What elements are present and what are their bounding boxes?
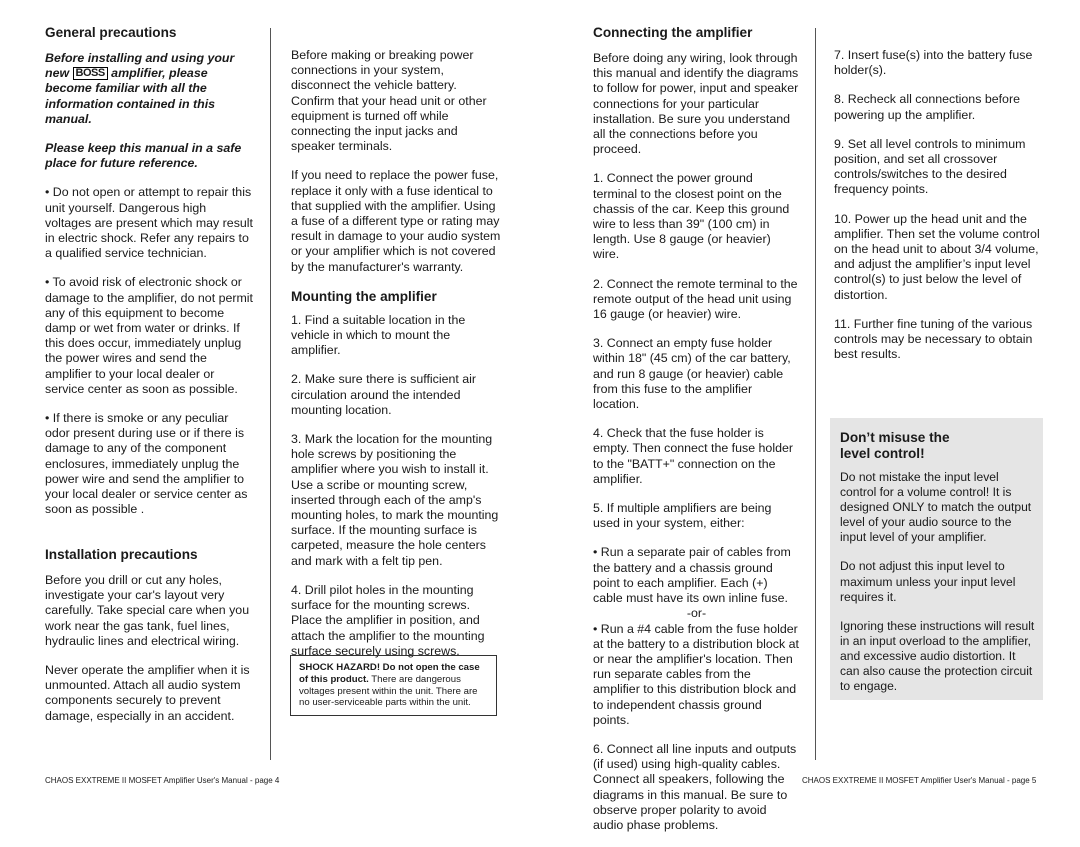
mounting-heading: Mounting the amplifier — [291, 288, 437, 304]
power-connections-paragraph: Before making or breaking power connections in your system, disconnect the vehicle battery. Confirm that your head unit or other equipment is turned off while connecting the input jacks and speaker terminals. — [291, 48, 487, 154]
connecting-step-1: 1. Connect the power ground terminal to the closest point on the chassis of the car. Keep this ground wire to less than 39" (100 cm) in length. Use 8 gauge (or heavier) wire. — [593, 171, 790, 262]
mounting-step-2: 2. Make sure there is sufficient air circulation around the intended mounting location. — [291, 372, 477, 417]
misuse-heading — [840, 430, 1035, 462]
connecting-step-3: 3. Connect an empty fuse holder within 18" (45 cm) of the car battery, and run 8 gauge (or heavier) cable from this fuse to the amplifier location. — [593, 336, 791, 412]
fuse-replacement-paragraph: If you need to replace the power fuse, replace it only with a fuse identical to that supplied with the amplifier. Using a fuse of a different type or rating may result in damage to your audio system or your amplifier which is not covered by the manufacturer's warranty. — [291, 168, 501, 274]
column-divider-right — [815, 28, 816, 760]
mounting-step-3: 3. Mark the location for the mounting hole screws by positioning the amplifier where you wish to install it. Use a scribe or mounting screw, inserted through each of the amp's mounting holes, to mark the mounting surface. If the mounting surface is carpeted, measure the hole centers and mark with a felt tip pen. — [291, 432, 499, 568]
connecting-intro: Before doing any wiring, look through this manual and identify the diagrams to follow for power, input and speaker connections for your particular installation. Be sure you understand all the connections before you proceed. — [593, 51, 799, 157]
column-final-steps — [834, 48, 1046, 376]
level-control-callout — [830, 418, 1043, 700]
connecting-option-b: • Run a #4 cable from the fuse holder at the battery to a distribution block at or near the amplifier's location. Then run separate cables from the amplifier to this distribution block and to independent chassis ground points. — [593, 621, 799, 727]
connecting-step-5: 5. If multiple amplifiers are being used in your system, either: — [593, 501, 772, 531]
column-general-precautions — [45, 25, 253, 531]
precaution-bullet-3: • If there is smoke or any peculiar odor present during use or if there is damage to any of the component enclosures, immediately unplug the power wire and send the amplifier to your local dealer or service center as soon as possible . — [45, 411, 248, 517]
final-step-7: 7. Insert fuse(s) into the battery fuse holder(s). — [834, 48, 1033, 78]
connecting-step-2: 2. Connect the remote terminal to the remote output of the head unit using 16 gauge (or heavier) wire. — [593, 276, 798, 322]
misuse-paragraph-2: Do not adjust this input level to maximum unless your input level requires it. — [840, 559, 1016, 604]
misuse-paragraph-3: Ignoring these instructions will result in an input overload to the amplifier, and excessive audio distortion. It can also cause the protection circuit to engage. — [840, 618, 1035, 694]
connecting-step-4: 4. Check that the fuse holder is empty. Then connect the fuse holder to the "BATT+" connection on the amplifier. — [593, 426, 793, 486]
final-step-11: 11. Further fine tuning of the various controls may be necessary to obtain best results. — [834, 316, 1033, 362]
final-step-8: 8. Recheck all connections before powering up the amplifier. — [834, 92, 1020, 122]
footer-page-4: CHAOS EXXTREME II MOSFET Amplifier User's Manual - page 4 — [45, 776, 280, 785]
installation-paragraph-1: Before you drill or cut any holes, investigate your car's layout very carefully. Take special care when you work near the gas tank, fuel lines, hydraulic lines and electrical wiring. — [45, 573, 250, 648]
final-step-9: 9. Set all level controls to minimum position, and set all crossover controls/switches to the desired frequency points. — [834, 136, 1026, 197]
keep-manual-note: Please keep this manual in a safe place for future reference. — [45, 141, 242, 171]
mounting-step-1: 1. Find a suitable location in the vehicle in which to mount the amplifier. — [291, 312, 466, 358]
general-precautions-heading: General precautions — [45, 25, 177, 40]
precaution-bullet-2: • To avoid risk of electronic shock or damage to the amplifier, do not permit any of this equipment to become damp or wet from water or drinks. If this does occur, immediately unplug the power wires and send the amplifier to your local dealer or service center as soon as possible. — [45, 275, 254, 396]
footer-page-5: CHAOS EXXTREME II MOSFET Amplifier User's Manual - page 5 — [802, 776, 1037, 785]
connecting-heading: Connecting the amplifier — [593, 25, 753, 40]
connecting-option-a: • Run a separate pair of cables from the battery and a chassis ground point to each amplifier. Each (+) cable must have its own inline fuse. — [593, 545, 791, 606]
intro-paragraph — [45, 51, 253, 127]
misuse-heading-line-2: level control! — [840, 446, 925, 461]
mounting-step-4: 4. Drill pilot holes in the mounting surface for the mounting screws. Place the amplifier in position, and attach the amplifier to the mounting surface securely using screws. — [291, 582, 485, 658]
boss-logo: BOSS — [73, 67, 108, 80]
or-separator: -or- — [686, 606, 707, 621]
intro-before: Before installing and using your new — [45, 51, 235, 81]
column-mounting — [291, 48, 501, 673]
precaution-bullet-1: • Do not open or attempt to repair this unit yourself. Dangerous high voltages are present which may result in electric shock. Refer any repairs to a qualified service technician. — [45, 185, 253, 261]
column-installation-precautions — [45, 547, 253, 738]
shock-hazard-warning — [290, 655, 497, 716]
installation-paragraph-2: Never operate the amplifier when it is unmounted. Attach all audio system components securely to prevent damage, especially in an accident. — [45, 663, 250, 723]
column-divider-left — [270, 28, 271, 760]
hazard-text: There are dangerous voltages present within the unit. There are no user-serviceable parts within the unit. — [299, 673, 478, 709]
installation-precautions-heading: Installation precautions — [45, 547, 198, 562]
intro-after: amplifier, please become familiar with all the information contained in this manual. — [45, 66, 216, 126]
final-step-10: 10. Power up the head unit and the amplifier. Then set the volume control on the head unit to about 3/4 volume, and adjust the amplifier’s input level control(s) to just below the level of distortion. — [834, 211, 1040, 302]
column-connecting — [593, 25, 800, 847]
misuse-paragraph-1: Do not mistake the input level control for a volume control! It is designed ONLY to match the output level of your audio source to the input level of your amplifier. — [840, 470, 1032, 545]
connecting-step-6: 6. Connect all line inputs and outputs (if used) using high-quality cables. Connect all speakers, following the diagrams in this manual. Be sure to observe proper polarity to avoid audio phase problems. — [593, 741, 797, 832]
misuse-heading-line-1: Don’t misuse the — [840, 430, 950, 445]
hazard-bold-text: SHOCK HAZARD! Do not open the case of this product. — [299, 662, 480, 685]
